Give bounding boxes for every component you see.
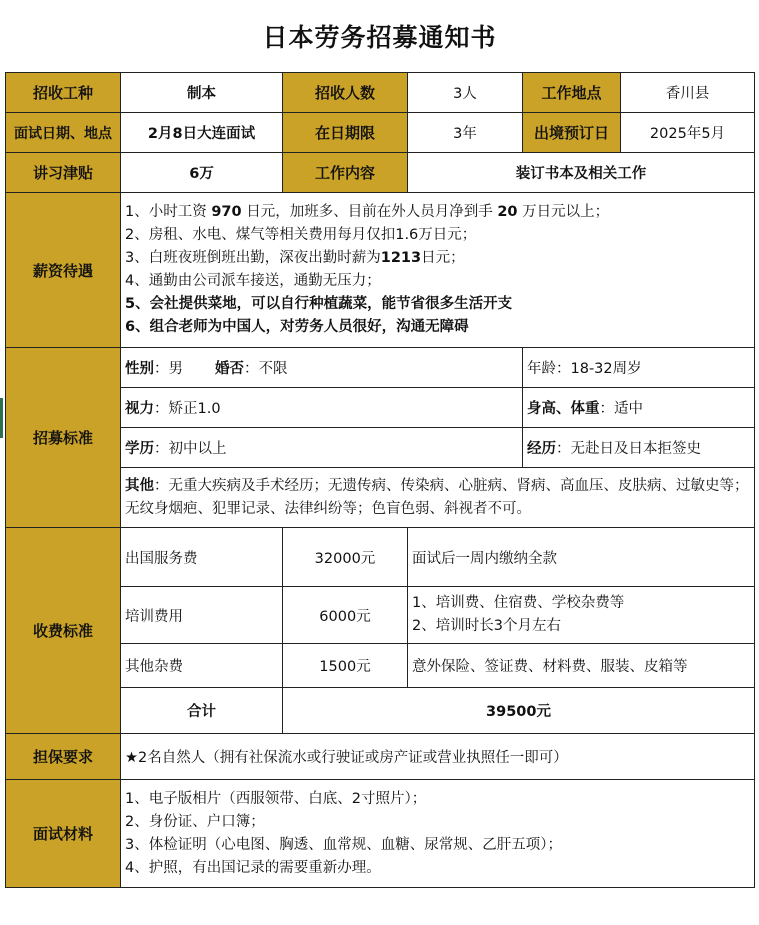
recruitment-table	[5, 72, 755, 888]
fee-note: 意外保险、签证费、材料费、服装、皮箱等	[408, 644, 755, 688]
salary-line-1: 1、小时工资 970 日元，加班多、目前在外人员月净到手 20 万日元以上；	[125, 204, 610, 220]
table-row	[6, 113, 755, 153]
page-title: 日本劳务招募通知书	[262, 23, 497, 52]
salary-line-5: 5、会社提供菜地，可以自行种植蔬菜，能节省很多生活开支	[125, 296, 513, 312]
experience-cell: 经历：无赴日及日本拒签史	[523, 428, 755, 468]
work-location-value: 香川县	[621, 73, 755, 113]
table-row	[6, 73, 755, 113]
gender-marriage-cell: 性别：男 婚否：不限	[121, 348, 523, 388]
training-allowance-value: 6万	[121, 153, 283, 193]
salary-line-4: 4、通勤由公司派车接送，通勤无压力；	[125, 273, 381, 289]
fee-amount: 32000元	[283, 528, 408, 587]
work-location-label: 工作地点	[523, 73, 621, 113]
fee-note: 面试后一周内缴纳全款	[408, 528, 755, 587]
job-type-label: 招收工种	[6, 73, 121, 113]
interview-date-value: 2月8日大连面试	[121, 113, 283, 153]
fee-name: 培训费用	[121, 587, 283, 644]
interview-materials-label: 面试材料	[6, 780, 121, 888]
fee-amount: 6000元	[283, 587, 408, 644]
left-edge-marker	[0, 398, 3, 438]
table-row	[6, 528, 755, 587]
vision-cell: 视力：矫正1.0	[121, 388, 523, 428]
salary-details	[121, 193, 755, 348]
guarantee-label: 担保要求	[6, 734, 121, 780]
fee-note: 1、培训费、住宿费、学校杂费等 2、培训时长3个月左右	[408, 587, 755, 644]
fee-name: 其他杂费	[121, 644, 283, 688]
salary-line-6: 6、组合老师为中国人，对劳务人员很好，沟通无障碍	[125, 319, 469, 335]
headcount-value: 3人	[408, 73, 523, 113]
height-weight-cell: 身高、体重：适中	[523, 388, 755, 428]
salary-line-2: 2、房租、水电、煤气等相关费用每月仅扣1.6万日元；	[125, 227, 477, 243]
total-value: 39500元	[283, 688, 755, 734]
stay-period-value: 3年	[408, 113, 523, 153]
job-type-value: 制本	[121, 73, 283, 113]
departure-date-label: 出境预订日	[523, 113, 621, 153]
table-row	[6, 193, 755, 348]
stay-period-label: 在日期限	[283, 113, 408, 153]
fee-standard-label: 收费标准	[6, 528, 121, 734]
fee-name: 出国服务费	[121, 528, 283, 587]
table-row	[6, 348, 755, 388]
salary-label: 薪资待遇	[6, 193, 121, 348]
guarantee-text: ★2名自然人（拥有社保流水或行驶证或房产证或营业执照任一即可）	[121, 734, 755, 780]
interview-date-label: 面试日期、地点	[6, 113, 121, 153]
table-row	[6, 734, 755, 780]
interview-materials-list: 1、电子版相片（西服领带、白底、2寸照片）； 2、身份证、户口簿； 3、体检证明（心电图、胸透、血常规、血糖、尿常规、乙肝五项）； 4、护照，有出国记录的需要重新办理。	[121, 780, 755, 888]
table-row	[6, 780, 755, 888]
work-content-label: 工作内容	[283, 153, 408, 193]
fee-amount: 1500元	[283, 644, 408, 688]
recruit-criteria-label: 招募标准	[6, 348, 121, 528]
total-label: 合计	[121, 688, 283, 734]
headcount-label: 招收人数	[283, 73, 408, 113]
training-allowance-label: 讲习津贴	[6, 153, 121, 193]
other-requirements-cell: 其他：无重大疾病及手术经历；无遗传病、传染病、心脏病、肾病、高血压、皮肤病、过敏史等；无纹身烟疤、犯罪记录、法律纠纷等；色盲色弱、斜视者不可。	[121, 468, 755, 528]
work-content-value: 装订书本及相关工作	[408, 153, 755, 193]
salary-line-3: 3、白班夜班倒班出勤，深夜出勤时薪为1213日元；	[125, 250, 465, 266]
age-cell: 年龄：18-32周岁	[523, 348, 755, 388]
departure-date-value: 2025年5月	[621, 113, 755, 153]
table-row	[6, 153, 755, 193]
education-cell: 学历：初中以上	[121, 428, 523, 468]
